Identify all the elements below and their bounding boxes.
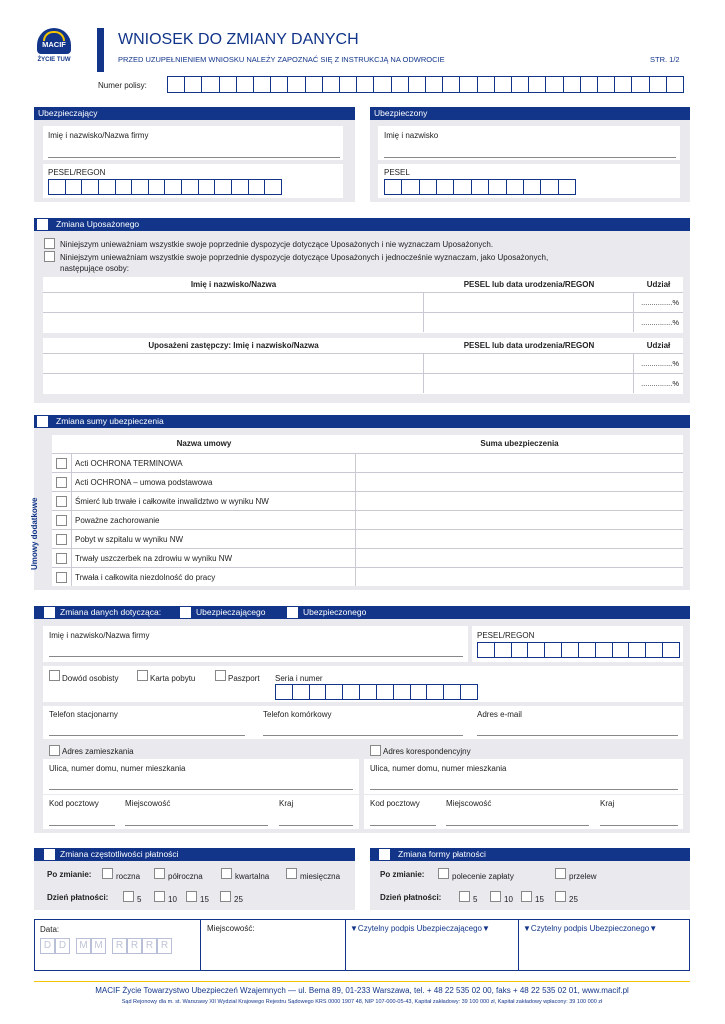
footer-divider: [34, 981, 690, 982]
home-street-input[interactable]: [49, 789, 353, 790]
corr-street-input[interactable]: [370, 789, 678, 790]
beneficiary-opt1-checkbox[interactable]: [44, 238, 55, 249]
title-bar-accent: [97, 28, 104, 72]
form-checkbox[interactable]: [379, 849, 390, 860]
doc-passport-label: Paszport: [228, 674, 260, 683]
home-zip-input[interactable]: [49, 825, 115, 826]
data-change-checkbox[interactable]: [44, 607, 55, 618]
beneficiary-col-id: PESEL lub data urodzenia/REGON: [463, 280, 595, 289]
table-row[interactable]: [52, 567, 683, 586]
place-label: Miejscowość:: [207, 924, 255, 933]
insured-name-label: Imię i nazwisko: [384, 131, 439, 140]
home-street-label: Ulica, numer domu, numer mieszkania: [49, 764, 186, 773]
addr-corr-label: Adres korespondencyjny: [383, 747, 471, 756]
insurer-name-input[interactable]: [48, 157, 340, 158]
data-change-insured-label: Ubezpieczonego: [303, 607, 367, 617]
footer-line1: MACIF Życie Towarzystwo Ubezpieczeń Wzajemnych — ul. Bema 89, 01-233 Warszawa, tel. + 48 22 535 02 00, faks + 48 22 535 02 01, www.macif.pl: [95, 986, 629, 995]
corr-city-input[interactable]: [446, 825, 589, 826]
beneficiary-col-share: Udział: [646, 280, 671, 289]
insurer-header: Ubezpieczający: [34, 107, 355, 120]
email-label: Adres e-mail: [477, 710, 522, 719]
date-box[interactable]: M: [76, 938, 91, 954]
form-transfer-label: przelew: [569, 872, 597, 881]
form-panel: [370, 861, 690, 910]
sum-row-label: Pobyt w szpitalu w wyniku NW: [72, 530, 356, 548]
table-row[interactable]: [52, 548, 683, 567]
form-debit-label: polecenie zapłaty: [452, 872, 514, 881]
beneficiary-opt2-label: Niniejszym unieważniam wszystkie swoje poprzednie dyspozycje dotyczące Uposażonych i jednocześnie wyznaczam, jako Uposażonych,: [60, 253, 549, 262]
sum-title: Zmiana sumy ubezpieczenia: [56, 416, 164, 426]
table-row[interactable]: ...............%: [43, 292, 683, 312]
data-change-insurer-checkbox[interactable]: [180, 607, 191, 618]
arrow-down-icon: ▼: [482, 924, 490, 933]
sum-row-amount[interactable]: [356, 511, 683, 529]
sum-row-label: Poważne zachorowanie: [72, 511, 356, 529]
policy-number-input[interactable]: [167, 76, 684, 93]
freq-annual-checkbox[interactable]: [102, 868, 113, 879]
sum-row-label: Acti OCHRONA – umowa podstawowa: [72, 473, 356, 491]
sum-row-checkbox[interactable]: [56, 572, 67, 583]
table-row[interactable]: [52, 529, 683, 548]
dc-name-input[interactable]: [49, 656, 463, 657]
arrow-down-icon: ▼: [350, 924, 358, 933]
freq-checkbox[interactable]: [44, 849, 55, 860]
substitute-col-share: Udział: [646, 341, 671, 350]
sum-row-checkbox[interactable]: [56, 496, 67, 507]
form-debit-checkbox[interactable]: [438, 868, 449, 879]
doc-residence-label: Karta pobytu: [150, 674, 196, 683]
sum-row-label: Acti OCHRONA TERMINOWA: [72, 454, 356, 472]
corr-street-label: Ulica, numer domu, numer mieszkania: [370, 764, 507, 773]
corr-country-label: Kraj: [600, 799, 615, 808]
insured-id-input[interactable]: [384, 179, 576, 195]
date-input[interactable]: [40, 938, 172, 954]
table-row[interactable]: [52, 510, 683, 529]
form-day10-label: 10: [504, 895, 513, 904]
freq-day15-label: 15: [200, 895, 209, 904]
sum-row-checkbox[interactable]: [56, 534, 67, 545]
page-number: STR. 1/2: [650, 55, 680, 64]
sum-checkbox[interactable]: [37, 416, 48, 427]
sum-table: [52, 435, 683, 585]
freq-day25-label: 25: [234, 895, 243, 904]
table-row[interactable]: [52, 453, 683, 472]
sum-row-amount[interactable]: [356, 530, 683, 548]
dc-id-input[interactable]: [477, 642, 680, 658]
form-day5-label: 5: [473, 895, 478, 904]
freq-day5-checkbox[interactable]: [123, 891, 134, 902]
insured-id-label: PESEL: [384, 168, 410, 177]
mobile-input[interactable]: [263, 735, 463, 736]
beneficiary-col-name: Imię i nazwisko/Nazwa: [190, 280, 277, 289]
data-change-insurer-label: Ubezpieczającego: [196, 607, 266, 617]
freq-quarter-label: kwartalna: [235, 872, 270, 881]
addr-home-label: Adres zamieszkania: [62, 747, 134, 756]
footer-line2: Sąd Rejonowy dla m. st. Warszawy XII Wydział Krajowego Rejestru Sądowego KRS 0000 1907 48, NIP 107-000-05-43, Kapitał zakładowy: 39 100 000 zł, Kapitał zakładowy wpłacony: 39 100 000 zł: [121, 999, 603, 1005]
sum-row-label: Trwały uszczerbek na zdrowiu w wyniku NW: [72, 549, 356, 567]
beneficiary-opt2-label-cont: następujące osoby:: [60, 264, 129, 273]
date-box[interactable]: R: [112, 938, 127, 954]
date-box[interactable]: M: [91, 938, 106, 954]
insurer-id-input[interactable]: [48, 179, 282, 195]
form-day10-checkbox[interactable]: [490, 891, 501, 902]
beneficiary-title: Zmiana Uposażonego: [56, 219, 140, 229]
sum-row-checkbox[interactable]: [56, 458, 67, 469]
home-city-label: Miejscowość: [125, 799, 171, 808]
sum-row-amount[interactable]: [356, 549, 683, 567]
date-box[interactable]: R: [157, 938, 172, 954]
corr-zip-input[interactable]: [370, 825, 436, 826]
substitute-col-name: Uposażeni zastępczy: Imię i nazwisko/Nazwa: [148, 341, 319, 350]
table-row[interactable]: ...............%: [43, 353, 683, 373]
freq-title: Zmiana częstotliwości płatności: [60, 849, 179, 859]
arrow-down-icon: ▼: [649, 924, 658, 933]
beneficiary-opt1-label: Niniejszym unieważniam wszystkie swoje poprzednie dyspozycje dotyczące Uposażonych i nie wyznaczam Uposażonych.: [60, 240, 494, 249]
form-day-label: Dzień płatności:: [380, 893, 442, 902]
addr-home-checkbox[interactable]: [49, 745, 60, 756]
freq-semi-label: półroczna: [168, 872, 203, 881]
freq-month-checkbox[interactable]: [286, 868, 297, 879]
addr-corr-checkbox[interactable]: [370, 745, 381, 756]
form-day15-checkbox[interactable]: [521, 891, 532, 902]
sum-row-amount[interactable]: [356, 492, 683, 510]
freq-semi-checkbox[interactable]: [154, 868, 165, 879]
form-day15-label: 15: [535, 895, 544, 904]
page-subtitle: PRZED UZUPEŁNIENIEM WNIOSKU NALEŻY ZAPOZNAĆ SIĘ Z INSTRUKCJĄ NA ODWROCIE: [118, 55, 445, 64]
dc-name-label: Imię i nazwisko/Nazwa firmy: [49, 631, 150, 640]
home-city-input[interactable]: [125, 825, 268, 826]
corr-city-label: Miejscowość: [446, 799, 492, 808]
substitute-col-id: PESEL lub data urodzenia/REGON: [463, 341, 595, 350]
mobile-label: Telefon komórkowy: [263, 710, 332, 719]
sum-row-label: Trwała i całkowita niezdolność do pracy: [72, 568, 356, 586]
logo: [33, 28, 75, 66]
doc-id-label: Dowód osobisty: [62, 674, 119, 683]
freq-day5-label: 5: [137, 895, 142, 904]
date-box[interactable]: D: [40, 938, 55, 954]
beneficiary-checkbox[interactable]: [37, 219, 48, 230]
freq-annual-label: roczna: [116, 872, 141, 881]
dc-id-label: PESEL/REGON: [477, 631, 535, 640]
date-box[interactable]: D: [55, 938, 70, 954]
sum-row-amount[interactable]: [356, 473, 683, 491]
sum-row-amount[interactable]: [356, 568, 683, 586]
freq-day25-checkbox[interactable]: [220, 891, 231, 902]
logo-name: MACIF: [42, 40, 66, 49]
doc-passport-checkbox[interactable]: [215, 670, 226, 681]
form-day5-checkbox[interactable]: [459, 891, 470, 902]
sum-row-label: Śmierć lub trwałe i całkowite inwalidztwo w wyniku NW: [72, 492, 356, 510]
sign-insurer-label[interactable]: ▼Czytelny podpis Ubezpieczającego▼: [350, 924, 490, 933]
insurer-id-label: PESEL/REGON: [48, 168, 106, 177]
table-row[interactable]: [52, 472, 683, 491]
form-transfer-checkbox[interactable]: [555, 868, 566, 879]
table-row[interactable]: ...............%: [43, 373, 683, 393]
freq-day10-checkbox[interactable]: [154, 891, 165, 902]
sum-row-amount[interactable]: [356, 454, 683, 472]
sum-row-checkbox[interactable]: [56, 477, 67, 488]
sum-col-name: Nazwa umowy: [176, 439, 232, 448]
beneficiary-opt2-checkbox[interactable]: [44, 251, 55, 262]
substitute-table: [43, 338, 683, 394]
phone-input[interactable]: [49, 735, 245, 736]
data-change-title: Zmiana danych dotycząca:: [60, 607, 162, 617]
form-day25-checkbox[interactable]: [555, 891, 566, 902]
form-day25-label: 25: [569, 895, 578, 904]
sum-col-amount: Suma ubezpieczenia: [480, 439, 559, 448]
arrow-down-icon: ▼: [523, 924, 531, 933]
logo-sub: ŻYCIE TUW: [37, 57, 71, 63]
email-input[interactable]: [477, 735, 678, 736]
date-label: Data:: [40, 925, 60, 934]
freq-quarter-checkbox[interactable]: [221, 868, 232, 879]
freq-change-label: Po zmianie:: [47, 870, 92, 879]
doc-id-checkbox[interactable]: [49, 670, 60, 681]
corr-zip-label: Kod pocztowy: [370, 799, 420, 808]
policy-label: Numer polisy:: [98, 81, 147, 90]
form-change-label: Po zmianie:: [380, 870, 425, 879]
data-change-insured-checkbox[interactable]: [287, 607, 298, 618]
phone-label: Telefon stacjonarny: [49, 710, 118, 719]
doc-residence-checkbox[interactable]: [137, 670, 148, 681]
insured-header: Ubezpieczony: [370, 107, 690, 120]
insurer-name-label: Imię i nazwisko/Nazwa firmy: [48, 131, 149, 140]
table-row[interactable]: [52, 491, 683, 510]
table-row[interactable]: ...............%: [43, 312, 683, 332]
home-country-input[interactable]: [279, 825, 353, 826]
sum-row-checkbox[interactable]: [56, 515, 67, 526]
beneficiary-table: [43, 277, 683, 333]
sum-row-checkbox[interactable]: [56, 553, 67, 564]
corr-country-input[interactable]: [600, 825, 678, 826]
insured-name-input[interactable]: [384, 157, 676, 158]
date-box[interactable]: R: [127, 938, 142, 954]
date-box[interactable]: R: [142, 938, 157, 954]
sign-insured-label[interactable]: ▼Czytelny podpis Ubezpieczonego▼: [523, 924, 658, 933]
form-title: Zmiana formy płatności: [398, 849, 486, 859]
freq-day15-checkbox[interactable]: [186, 891, 197, 902]
home-zip-label: Kod pocztowy: [49, 799, 99, 808]
home-country-label: Kraj: [279, 799, 294, 808]
doc-number-input[interactable]: [275, 684, 478, 700]
freq-day-label: Dzień płatności:: [47, 893, 109, 902]
page-title: WNIOSEK DO ZMIANY DANYCH: [118, 31, 359, 48]
freq-day10-label: 10: [168, 895, 177, 904]
doc-number-label: Seria i numer: [275, 674, 323, 683]
freq-panel: [34, 861, 355, 910]
sum-side-label: Umowy dodatkowe: [30, 497, 39, 570]
freq-month-label: miesięczna: [300, 872, 341, 881]
